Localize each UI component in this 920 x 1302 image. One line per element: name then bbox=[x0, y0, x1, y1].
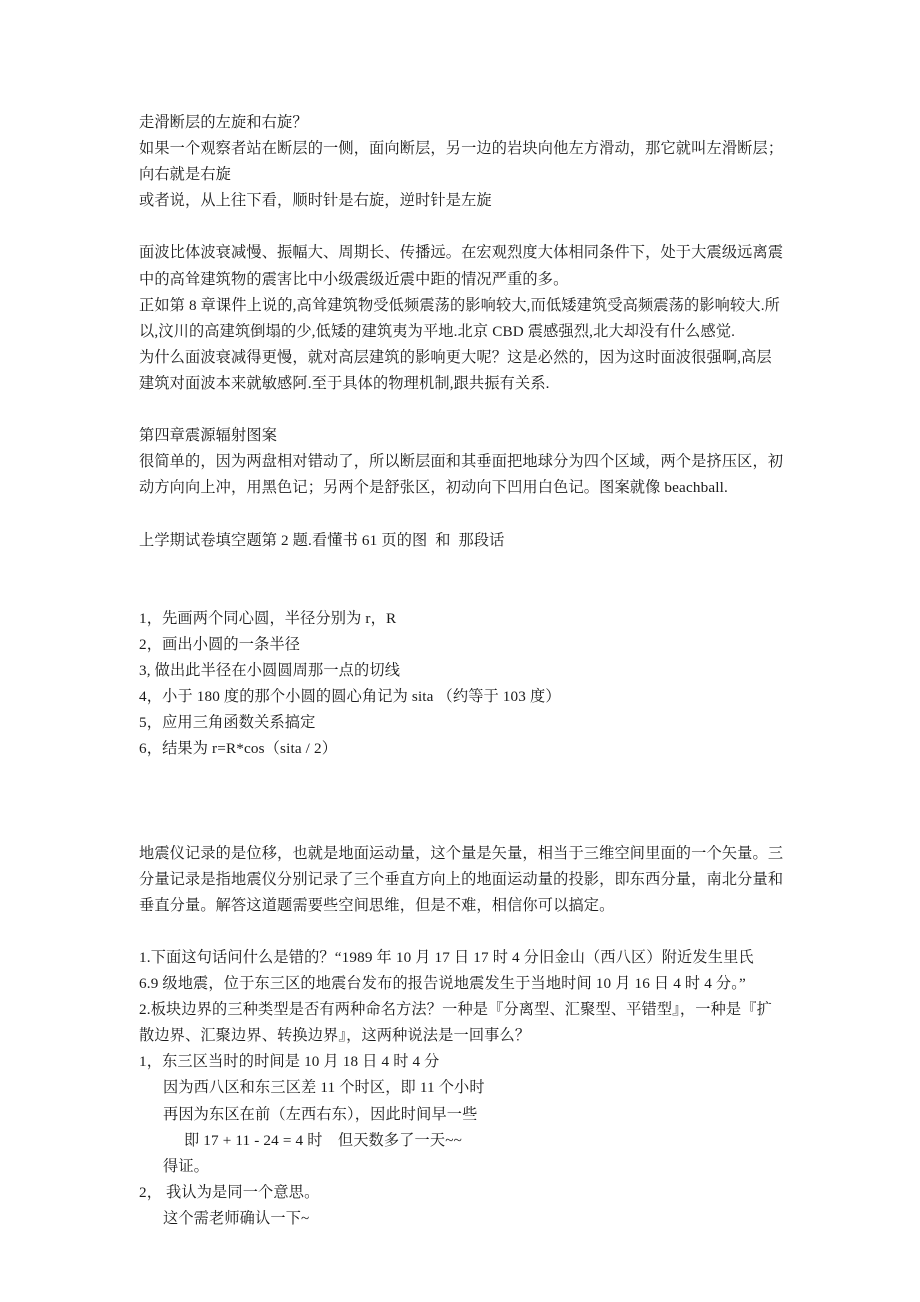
text-line: 为什么面波衰减得更慢，就对高层建筑的影响更大呢？这是必然的，因为这时面波很强啊,高层建筑对面波本来就敏感阿.至于具体的物理机制,跟共振有关系. bbox=[139, 348, 772, 392]
spacer bbox=[139, 919, 784, 945]
answer-line: 因为西八区和东三区差 11 个时区，即 11 个小时 bbox=[163, 1079, 485, 1097]
paragraph-answers bbox=[139, 1049, 784, 1232]
text-line: 地震仪记录的是位移，也就是地面运动量，这个量是矢量，相当于三维空间里面的一个矢量。三分量记录是指地震仪分别记录了三个垂直方向上的地面运动量的投影，即东西分量，南北分量和垂直分量。解答这道题需要些空间思维，但是不难，相信你可以搞定。 bbox=[139, 844, 784, 914]
answer-line: 得证。 bbox=[163, 1157, 210, 1175]
spacer bbox=[139, 554, 784, 580]
answer-line: 2， 我认为是同一个意思。 bbox=[139, 1183, 320, 1201]
list-item: 4，小于 180 度的那个小圆的圆心角记为 sita （约等于 103 度） bbox=[139, 688, 561, 706]
spacer bbox=[139, 580, 784, 606]
text-line: 正如第 8 章课件上说的,高耸建筑物受低频震荡的影响较大,而低矮建筑受高频震荡的影响较大.所以,汶川的高建筑倒塌的少,低矮的建筑夷为平地.北京 CBD 震感强烈,北大却没有什么感觉. bbox=[139, 296, 780, 340]
paragraph-exam-intro bbox=[139, 528, 784, 554]
section-heading: 第四章震源辐射图案 bbox=[139, 427, 278, 445]
spacer bbox=[139, 762, 784, 788]
list-construction-steps bbox=[139, 606, 784, 763]
list-item: 1，先画两个同心圆，半径分别为 r，R bbox=[139, 609, 397, 627]
list-item: 2，画出小圆的一条半径 bbox=[139, 635, 301, 653]
text-line: 上学期试卷填空题第 2 题.看懂书 61 页的图 和 那段话 bbox=[139, 531, 505, 549]
list-item: 5，应用三角函数关系搞定 bbox=[139, 714, 316, 732]
spacer bbox=[139, 397, 784, 423]
paragraph-strike-slip bbox=[139, 110, 784, 214]
question-item: 1.下面这句话问什么是错的？“1989 年 10 月 17 日 17 时 4 分旧金山（西八区）附近发生里氏 bbox=[139, 949, 754, 966]
answer-line: 即 17 + 11 - 24 = 4 时 但天数多了一天~~ bbox=[184, 1131, 462, 1149]
answer-line: 这个需老师确认一下~ bbox=[163, 1209, 310, 1227]
spacer bbox=[139, 788, 784, 814]
list-item: 3, 做出此半径在小圆圆周那一点的切线 bbox=[139, 661, 401, 679]
text-line: 如果一个观察者站在断层的一侧，面向断层，另一边的岩块向他左方滑动，那它就叫左滑断层；向右就是右旋 bbox=[139, 140, 784, 184]
answer-line: 1，东三区当时的时间是 10 月 18 日 4 时 4 分 bbox=[139, 1053, 440, 1071]
list-item: 6，结果为 r=R*cos（sita / 2） bbox=[139, 740, 338, 758]
text-line: 或者说，从上往下看，顺时针是右旋，逆时针是左旋 bbox=[139, 192, 492, 210]
paragraph-surface-waves bbox=[139, 240, 784, 397]
paragraph-questions bbox=[139, 945, 784, 1049]
spacer bbox=[139, 815, 784, 841]
paragraph-seismograph bbox=[139, 841, 784, 919]
spacer bbox=[139, 501, 784, 527]
question-item: 6.9 级地震，位于东三区的地震台发布的报告说地震发生于当地时间 10 月 16 日 4 时 4 分。” bbox=[139, 975, 746, 993]
paragraph-chapter4 bbox=[139, 423, 784, 501]
question-item: 2.板块边界的三种类型是否有两种命名方法？一种是『分离型、汇聚型、平错型』，一种是『扩散边界、汇聚边界、转换边界』，这两种说法是一回事么？ bbox=[139, 1001, 772, 1045]
spacer bbox=[139, 214, 784, 240]
text-line: 走滑断层的左旋和右旋？ bbox=[139, 114, 308, 131]
text-line: 面波比体波衰减慢、振幅大、周期长、传播远。在宏观烈度大体相同条件下，处于大震级远离震中的高耸建筑物的震害比中小级震级近震中距的情况严重的多。 bbox=[139, 244, 784, 288]
answer-line: 再因为东区在前（左西右东），因此时间早一些 bbox=[163, 1105, 478, 1123]
document-body bbox=[139, 110, 784, 1232]
text-line: 很简单的，因为两盘相对错动了，所以断层面和其垂面把地球分为四个区域，两个是挤压区，初动方向向上冲，用黑色记；另两个是舒张区，初动向下凹用白色记。图案就像 beachball. bbox=[139, 453, 784, 497]
